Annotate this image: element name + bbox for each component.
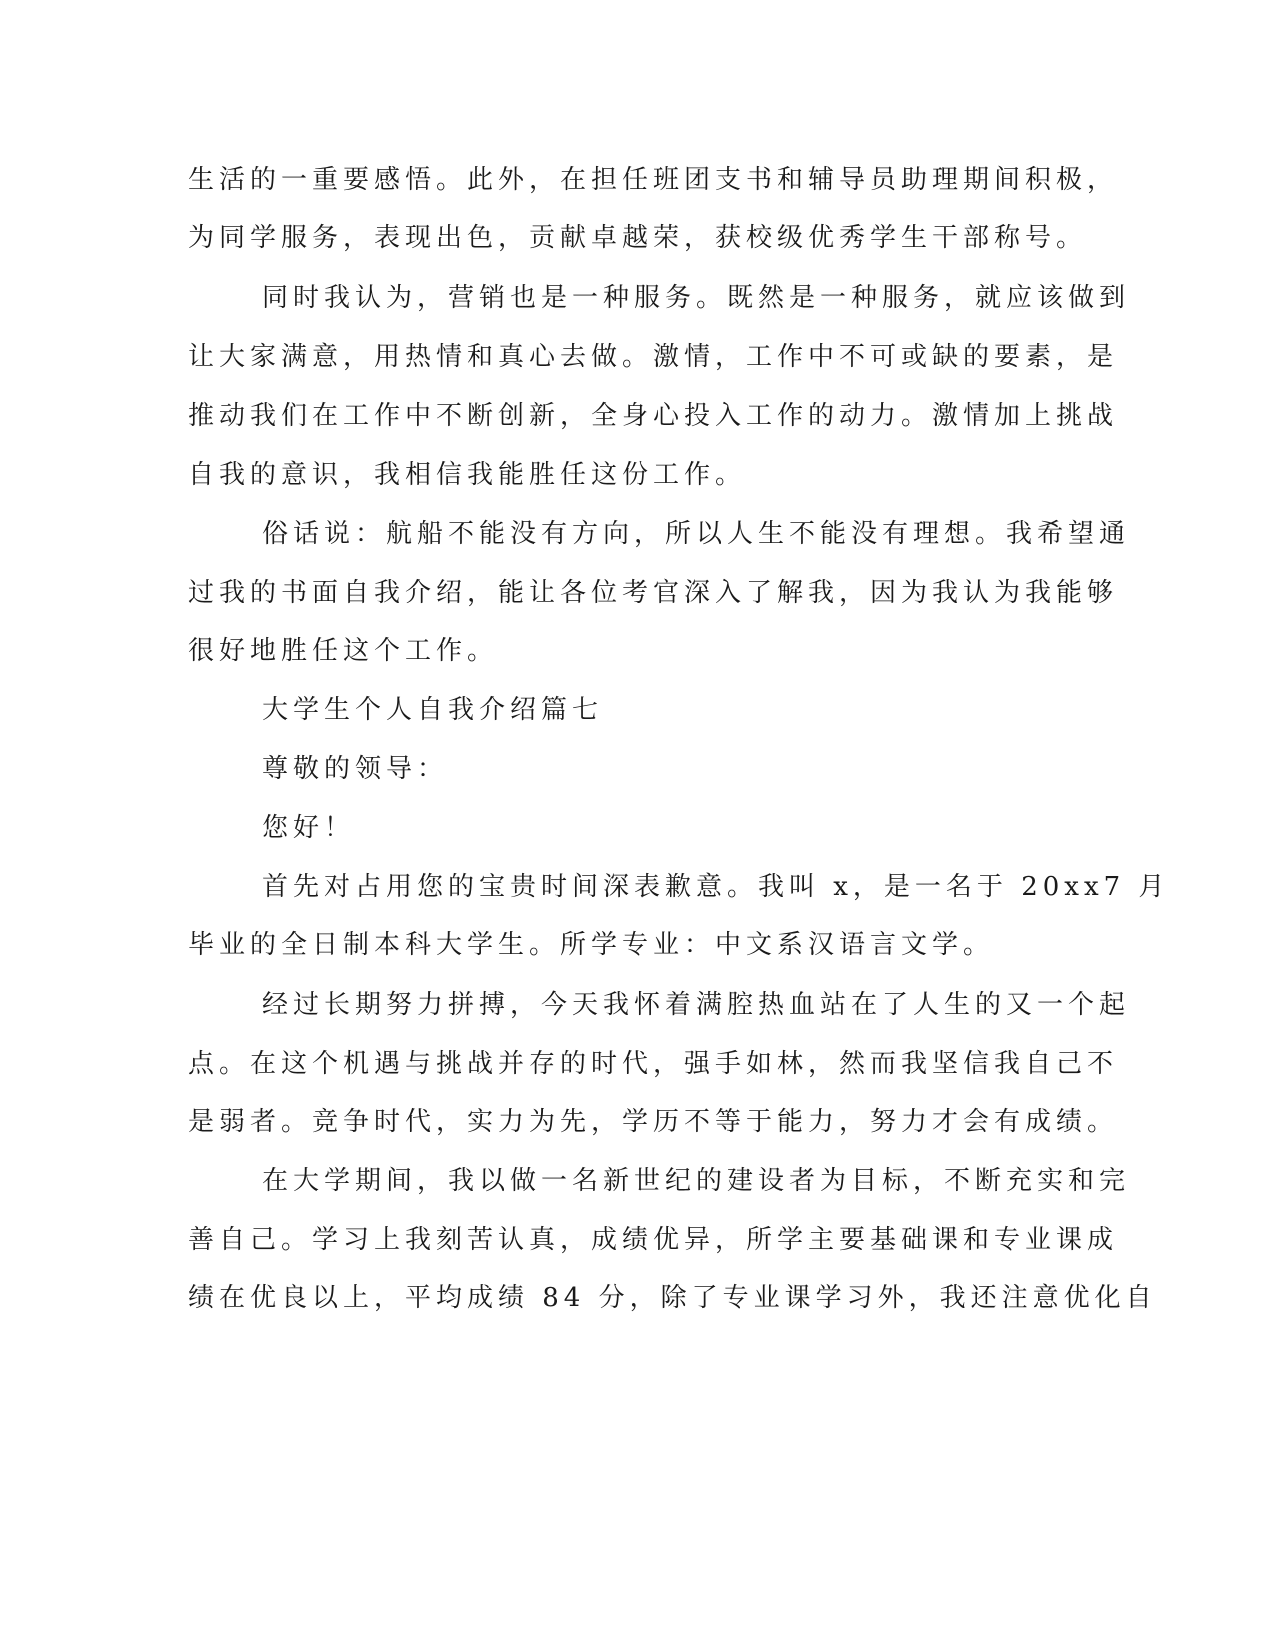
- text-line: 很好地胜任这个工作。: [188, 636, 499, 666]
- paragraph-first-line: 经过长期努力拼搏，今天我怀着满腔热血站在了人生的又一个起: [262, 990, 1131, 1020]
- paragraph-first-line: 首先对占用您的宝贵时间深表歉意。我叫 x，是一名于 20xx7 月: [262, 872, 1170, 902]
- text-line: 是弱者。竞争时代，实力为先，学历不等于能力，努力才会有成绩。: [188, 1107, 1119, 1137]
- text-line: 让大家满意，用热情和真心去做。激情，工作中不可或缺的要素，是: [188, 342, 1119, 372]
- paragraph-first-line: 同时我认为，营销也是一种服务。既然是一种服务，就应该做到: [262, 283, 1131, 313]
- text-line: 善自己。学习上我刻苦认真，成绩优异，所学主要基础课和专业课成: [188, 1225, 1119, 1255]
- text-line: 生活的一重要感悟。此外，在担任班团支书和辅导员助理期间积极，: [188, 165, 1119, 195]
- text-line: 点。在这个机遇与挑战并存的时代，强手如林，然而我坚信我自己不: [188, 1049, 1119, 1079]
- paragraph-first-line: 俗话说：航船不能没有方向，所以人生不能没有理想。我希望通: [262, 519, 1131, 549]
- text-line: 推动我们在工作中不断创新，全身心投入工作的动力。激情加上挑战: [188, 401, 1119, 431]
- salutation: 尊敬的领导：: [262, 754, 449, 784]
- paragraph-first-line: 在大学期间，我以做一名新世纪的建设者为目标，不断充实和完: [262, 1166, 1131, 1196]
- section-heading: 大学生个人自我介绍篇七: [262, 695, 604, 725]
- text-line: 自我的意识，我相信我能胜任这份工作。: [188, 460, 747, 490]
- greeting: 您好！: [262, 813, 356, 843]
- text-line: 毕业的全日制本科大学生。所学专业：中文系汉语言文学。: [188, 930, 995, 960]
- text-line: 绩在优良以上，平均成绩 84 分，除了专业课学习外，我还注意优化自: [188, 1283, 1157, 1313]
- text-line: 过我的书面自我介绍，能让各位考官深入了解我，因为我认为我能够: [188, 578, 1119, 608]
- text-line: 为同学服务，表现出色，贡献卓越荣，获校级优秀学生干部称号。: [188, 223, 1088, 253]
